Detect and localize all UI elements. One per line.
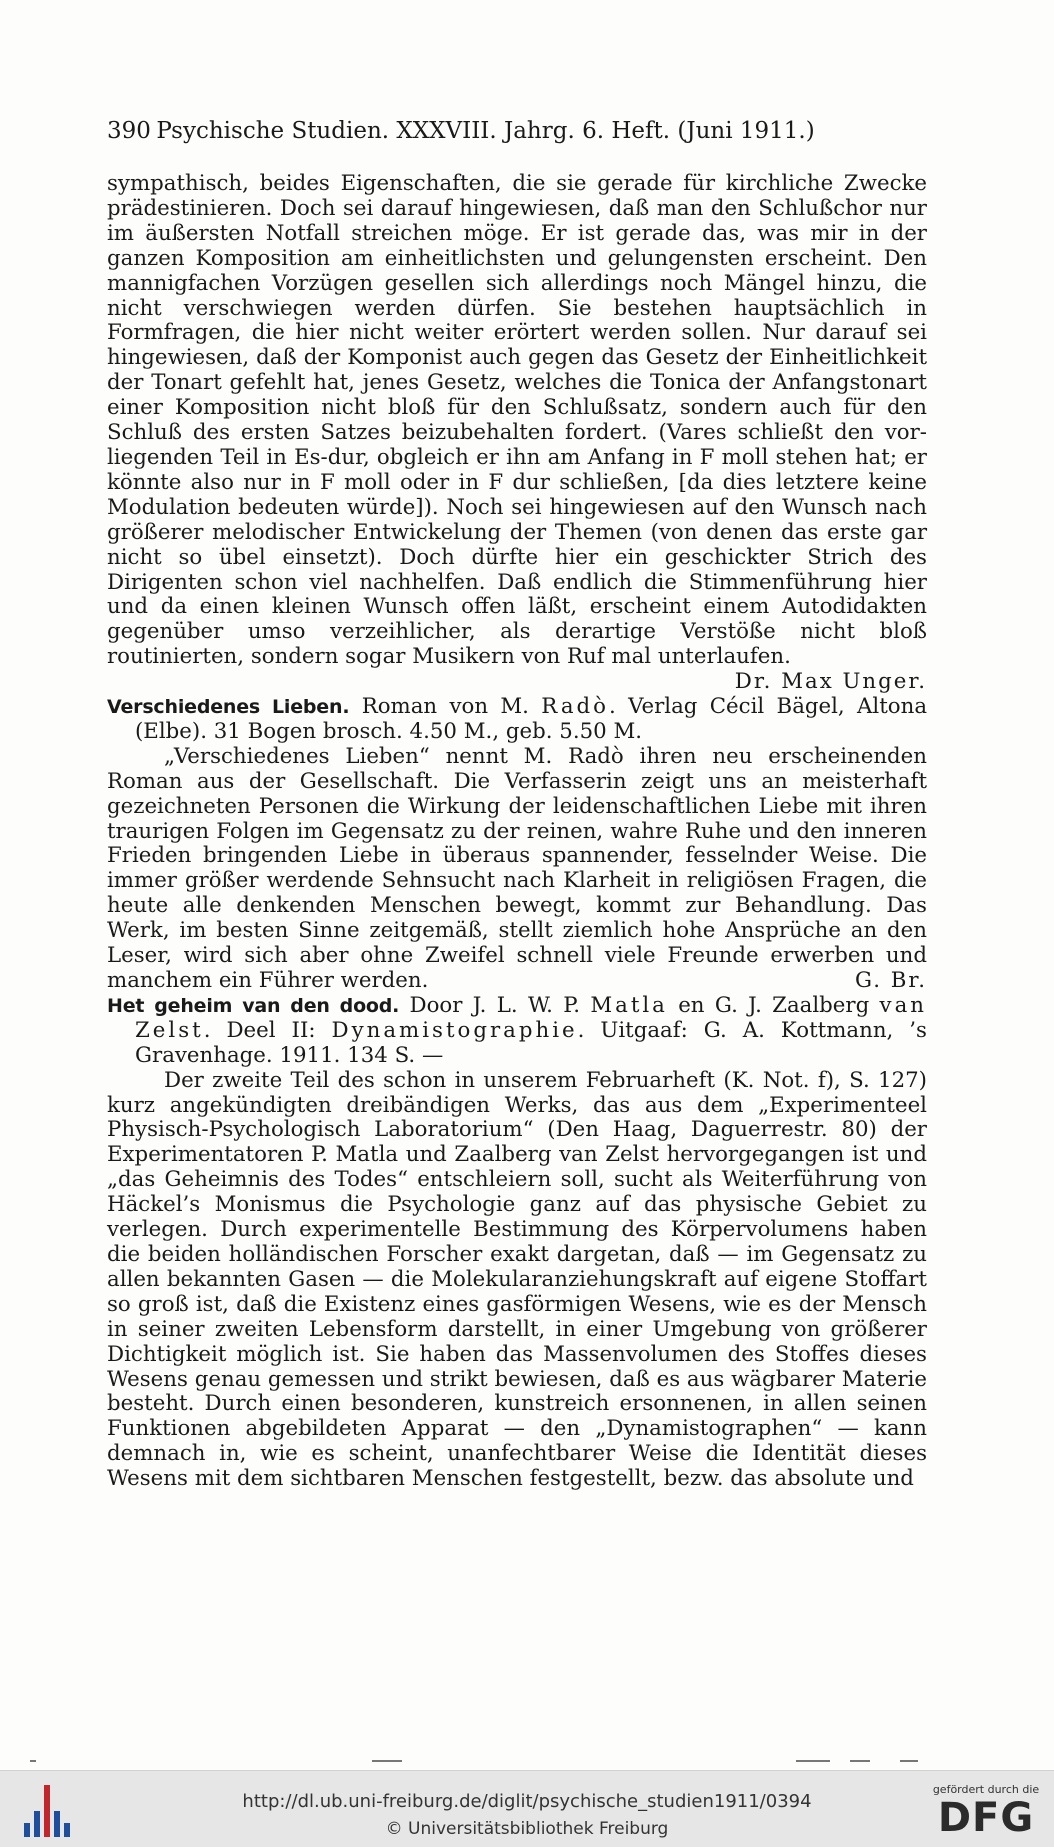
paragraph-novel-review <box>107 745 927 994</box>
review-heading-het-geheim <box>107 994 927 1069</box>
signature: G. Br. <box>854 968 927 993</box>
running-title: Psychische Studien. XXXVIII. Jahrg. 6. Heft. (Juni 1911.) <box>156 118 815 144</box>
bibliography-text: . Deel II: <box>203 1017 332 1043</box>
bibliography-text: Door J. L. W. P. <box>409 992 591 1018</box>
permalink-url[interactable]: http://dl.ub.uni-freiburg.de/diglit/psychische_studien1911/0394 <box>242 1791 812 1812</box>
author-name: Radò <box>541 694 609 720</box>
review-title: Verschiedenes Lieben. <box>107 696 350 719</box>
paragraph-text: Der zweite Teil des schon in unserem Februarheft (K. Not. f), S. 127) kurz angekündigten dreibändigen Werks, das aus dem „Experimenteel Physisch-Psychologisch Laboratorium“ (Den Haag, Daguerrestr. 80) der Experimentatoren P. Matla und Zaalberg van Zelst hervorgegangen ist und „das Geheimnis des Todes“ entschleiern soll, sucht als Weiterführung von Häckel’s Monismus die Psychologie ganz auf das physische Gebiet zu verlegen. Durch experimentelle Bestimmung des Körpervolumens haben die beiden holländischen Forscher exakt dargetan, daß — im Gegensatz zu allen bekannten Gasen — die Molekularanziehungskraft auf eigene Stoffart so groß ist, daß die Existenz eines gasförmigen Wesens, wie es der Mensch in seiner zweiten Lebensform darstellt, in einer Umgebung von größerer Dichtigkeit möglich ist. Sie haben das Massenvolumen des Stoffes dieses Wesens genau gemessen und strikt bewiesen, daß es aus wägbarer Materie besteht. Durch einen besonderen, kunstreich ersonnenen, in allen seinen Funktionen abgebildeten Apparat — den „Dynamistographen“ — kann demnach in, wie es scheint, unanfechtbarer Weise die Identität dieses Wesens mit dem sichtbaren Menschen festgestellt, bezw. das absolute und <box>107 1067 927 1492</box>
book-subtitle: Dynamistographie <box>331 1017 578 1043</box>
bibliography-text: en G. J. Zaalberg <box>667 992 880 1018</box>
paragraph-text: sympathisch, beides Eigenschaften, die sie gerade für kirchliche Zwecke prädestinieren. Doch sei darauf hingewiesen, daß man den Schlußchor nur im äußersten Notfall streichen möge. Er ist gerade das, was mir in der ganzen Komposition am einheitlichsten und gelungensten erscheint. Den mannigfachen Vorzügen gesellen sich allerdings noch Mängel hinzu, die nicht verschwiegen werden dürfen. Sie bestehen hauptsächlich in Formfragen, die hier nicht weiter erörtert werden sollen. Nur darauf sei hingewiesen, daß der Komponist auch gegen das Gesetz der Einheitlichkeit der Tonart gefehlt hat, jenes Gesetz, welches die Tonica der Anfangstonart einer Komposition nicht bloß für den Schlußsatz, sondern auch für den Schluß des ersten Satzes beizubehalten fordert. (Vares schließt den vorliegenden Teil in Es-dur, obgleich er ihn am Anfang in F moll stehen hat; er könnte also nur in F moll oder in F dur schließen, [da dies letztere keine Modulation bedeuten würde]). Noch sei hingewiesen auf den Wunsch nach größerer melodischer Entwickelung der Themen (von denen das erste gar nicht so übel einsetzt). Doch dürfte hier ein geschickter Strich des Dirigenten schon viel nachhelfen. Daß endlich die Stimmenführung hier und da einen kleinen Wunsch offen läßt, erscheint einem Autodidakten gegenüber umso verzeihlicher, als derartige Verstöße nicht bloß routinierten, sondern sogar Musikern von Ruf mal unterlaufen. <box>107 171 927 670</box>
author-name: Matla <box>590 992 668 1018</box>
scan-mark <box>30 1760 36 1762</box>
bibliography-text: Roman von M. <box>361 694 542 720</box>
review-title: Het geheim van den dood. <box>107 994 400 1017</box>
copyright-notice: © Universitätsbibliothek Freiburg <box>385 1819 669 1839</box>
viewer-footer-bar <box>0 1770 1054 1847</box>
paragraph-text: „Verschiedenes Lieben“ nennt M. Radò ihren neu erscheinenden Roman aus der Gesellschaft. Die Verfasserin zeigt uns an meisterhaft gezeichneten Personen die Wirkung der leidenschaftlichen Liebe mit ihren traurigen Folgen im Gegensatz zu der reinen, wahre Ruhe und den inneren Frieden bringenden Liebe in überaus spannender, fesselnder Weise. Die immer größer werdende Sehnsucht nach Klarheit in religiösen Fragen, die heute alle denkenden Menschen bewegt, kommt zur Behandlung. Das Werk, im besten Sinne zeitgemäß, stellt ziemlich hohe Ansprüche an den Leser, wird sich aber ohne Zweifel schnell viele Freunde erwerben und manchem ein Führer werden. <box>107 743 927 993</box>
dfg-logo <box>932 1783 1040 1840</box>
paragraph-dynamistographie-review <box>107 1069 927 1492</box>
scan-mark <box>796 1760 830 1762</box>
bibliography-text: . Uitgaaf: G. A. Kottmann, ’s Gravenhage. 1911. 134 S. — <box>135 1017 927 1068</box>
bibliography-text: . Verlag Cécil Bägel, Altona (Elbe). 31 Bogen brosch. 4.50 M., geb. 5.50 M. <box>135 694 928 744</box>
dfg-wordmark: DFG <box>937 1795 1035 1841</box>
page-number: 390 <box>107 118 151 144</box>
scan-mark <box>900 1760 918 1762</box>
running-header <box>107 116 927 146</box>
author-name: van Zelst <box>135 992 927 1043</box>
review-heading-verschiedenes-lieben <box>107 695 927 745</box>
signature: Dr. Max Unger. <box>734 669 927 695</box>
scan-edge-marks <box>0 1750 1054 1770</box>
scan-mark <box>850 1760 870 1762</box>
page-body <box>107 172 927 1492</box>
dfg-caption: gefördert durch die <box>932 1783 1040 1796</box>
paragraph-music-review <box>107 171 927 695</box>
scan-mark <box>372 1760 402 1762</box>
